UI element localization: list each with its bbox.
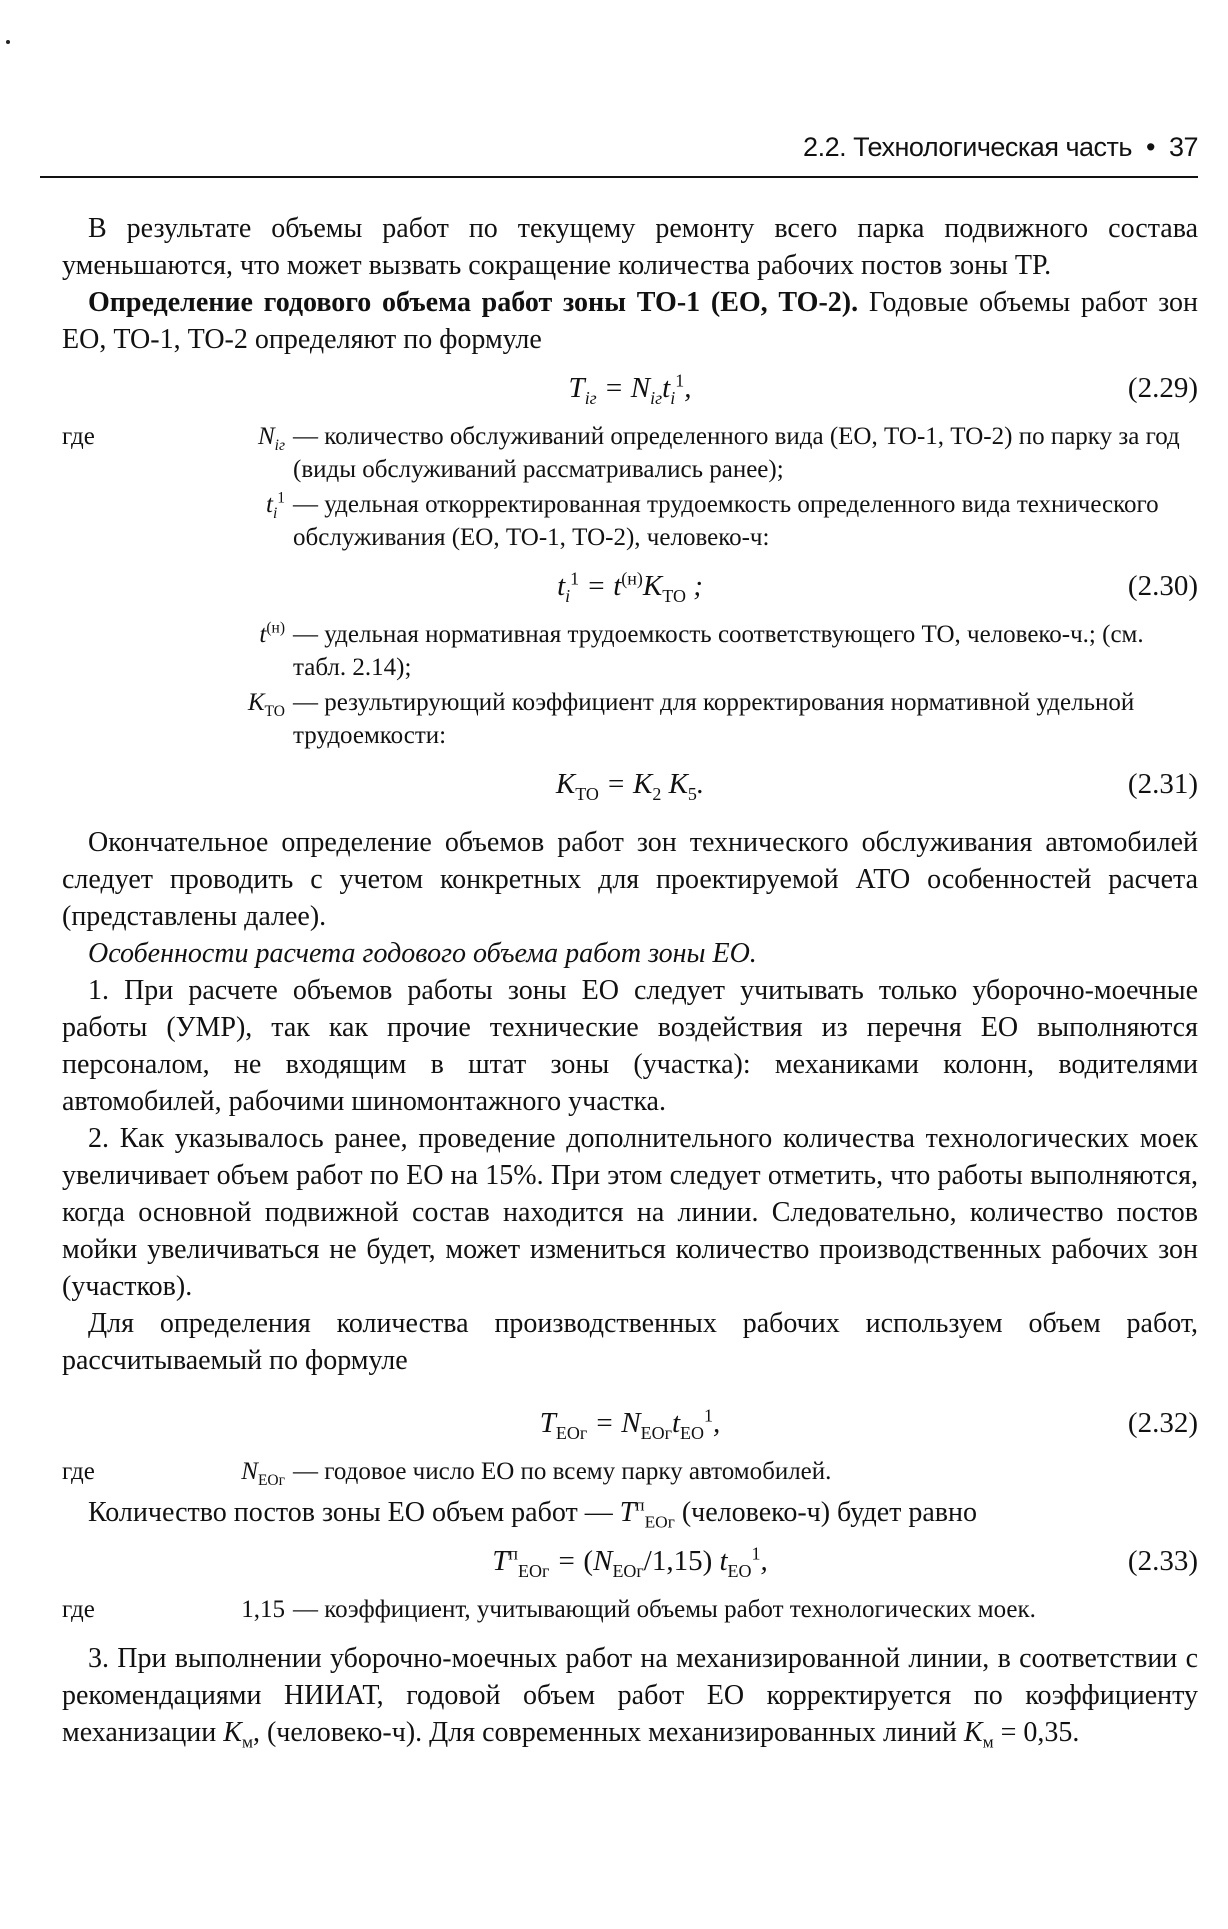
paragraph-item-3-mid: , (человеко-ч). Для современных механизированных линий <box>252 1717 964 1748</box>
header-bullet: • <box>1145 132 1155 162</box>
definition-row <box>62 420 1198 486</box>
formula-2-30-expr: $t_i^1 = t^{(н)}K_{ТО}$ ; <box>557 568 703 606</box>
paragraph-item-3 <box>62 1640 1198 1751</box>
definition-symbol: $N_{iг}$ <box>257 423 285 454</box>
definition-symbol: $t_i^1$ <box>265 489 285 522</box>
formula-2-32 <box>62 1397 1198 1451</box>
formula-2-31 <box>62 758 1198 812</box>
paragraph-item-2: 2. Как указывалось ранее, проведение дополнительного количества технологических моек увеличивает объем работ по ЕО на 15%. При этом следует отметить, что работы выполняются, когда основной подвижной состав находится на линии. Следовательно, количество постов мойки увеличиваться не будет, может измениться количество производственных рабочих зон (участков). <box>62 1123 1198 1302</box>
definition-text: — годовое число ЕО по всему парку автомобилей. <box>293 1458 832 1485</box>
definition-row <box>62 1455 1198 1488</box>
symbol-k-m-2: $K_м$ <box>963 1717 994 1752</box>
formula-2-33-number: (2.33) <box>1127 1545 1198 1577</box>
formula-2-32-number: (2.32) <box>1127 1407 1198 1439</box>
formula-2-29 <box>62 362 1198 416</box>
header-text <box>803 132 1198 163</box>
definition-row <box>62 488 1198 554</box>
paragraph-annual-volume-text: Годовые объемы работ зон ЕО, ТО-1, ТО-2 определяют по формуле <box>62 287 1198 355</box>
formula-2-30 <box>62 560 1198 614</box>
symbol-k-m: $K_м$ <box>223 1717 253 1752</box>
where-label: где <box>62 423 95 450</box>
page-body <box>62 210 1198 1751</box>
formula-2-32-expr: $T_{ЕОг} = N_{ЕОг}t_{ЕО}^1$, <box>539 1405 721 1443</box>
definition-symbol: $N_{ЕОг}$ <box>241 1458 285 1489</box>
formula-2-30-number: (2.30) <box>1127 570 1198 602</box>
where-label: где <box>62 1596 95 1623</box>
definition-symbol: 1,15 <box>241 1596 285 1623</box>
definition-symbol: $t^{(н)}$ <box>259 619 285 648</box>
where-label: где <box>62 1458 95 1485</box>
definition-symbol: $K_{ТО}$ <box>247 689 285 720</box>
definitions-2-32 <box>62 1455 1198 1488</box>
definitions-2-29 <box>62 420 1198 554</box>
definition-row <box>62 618 1198 684</box>
running-header <box>40 132 1198 188</box>
definition-text: — удельная нормативная трудоемкость соответствующего ТО, человеко-ч.; (см. табл. 2.14); <box>293 621 1144 681</box>
paragraph-eo-posts-end: (человеко-ч) будет равно <box>674 1497 978 1528</box>
paragraph-eo-posts <box>62 1494 1198 1531</box>
paragraph-workers-formula-intro: Для определения количества производственных рабочих используем объем работ, рассчитываемый по формуле <box>62 1308 1198 1376</box>
page-number: 37 <box>1168 132 1198 162</box>
paragraph-eo-posts-start: Количество постов зоны ЕО объем работ — <box>88 1497 620 1528</box>
definition-text: — количество обслуживаний определенного вида (ЕО, ТО-1, ТО-2) по парку за год (виды обслуживаний рассматривались ранее); <box>293 423 1180 483</box>
definition-text: — коэффициент, учитывающий объемы работ технологических моек. <box>293 1596 1036 1623</box>
header-rule <box>40 176 1198 178</box>
formula-2-33 <box>62 1535 1198 1589</box>
definition-text: — результирующий коэффициент для корректирования нормативной удельной трудоемкости: <box>293 689 1135 749</box>
formula-2-31-number: (2.31) <box>1127 768 1198 800</box>
formula-2-31-expr: $K_{ТО} = K_2$ $K_5$. <box>555 768 705 804</box>
subheading-eo-features: Особенности расчета годового объема работ зоны ЕО. <box>88 938 757 969</box>
subheading-annual-volume: Определение годового объема работ зоны ТО-1 (ЕО, ТО-2). <box>88 287 859 318</box>
paragraph-final-determination: Окончательное определение объемов работ зон технического обслуживания автомобилей следует проводить с учетом конкретных для проектируемой АТО особенностей расчета (представлены далее). <box>62 827 1198 932</box>
formula-2-29-expr: $T_{iг} = N_{iг}t_i^1$, <box>568 370 692 408</box>
header-section: 2.2. Технологическая часть <box>803 132 1132 162</box>
definition-row <box>62 1593 1198 1626</box>
definitions-2-33 <box>62 1593 1198 1626</box>
definitions-2-30 <box>62 618 1198 752</box>
scan-mark <box>6 40 10 44</box>
formula-2-29-number: (2.29) <box>1127 372 1198 404</box>
paragraph-tr-reduction: В результате объемы работ по текущему ремонту всего парка подвижного состава уменьшаются, что может вызвать сокращение количества рабочих постов зоны ТР. <box>62 213 1198 281</box>
paragraph-annual-volume <box>62 284 1198 358</box>
formula-2-33-expr: $T^п_{ЕОг} = (N_{ЕОг}/1,15)$ $t_{ЕО}^1$, <box>492 1543 768 1581</box>
definition-text: — удельная откорректированная трудоемкость определенного вида технического обслуживания (ЕО, ТО-1, ТО-2), человеко-ч: <box>293 491 1159 551</box>
symbol-t-eo-p: $T^п_{ЕОг}$ <box>619 1495 675 1532</box>
paragraph-item-1: 1. При расчете объемов работы зоны ЕО следует учитывать только уборочно-моечные работы (УМР), так как прочие технические воздействия из перечня ЕО выполняются персоналом, не входящим в штат зоны (участка): механиками колонн, водителями автомобилей, рабочими шиномонтажного участка. <box>62 975 1198 1117</box>
paragraph-item-3-end: = 0,35. <box>993 1717 1080 1748</box>
definition-row <box>62 686 1198 752</box>
paragraph-item-3-start: 3. При выполнении уборочно-моечных работ на механизированной линии, в соответствии с рекомендациями НИИАТ, годовой объем работ ЕО корректируется по коэффициенту механизации <box>62 1643 1198 1748</box>
